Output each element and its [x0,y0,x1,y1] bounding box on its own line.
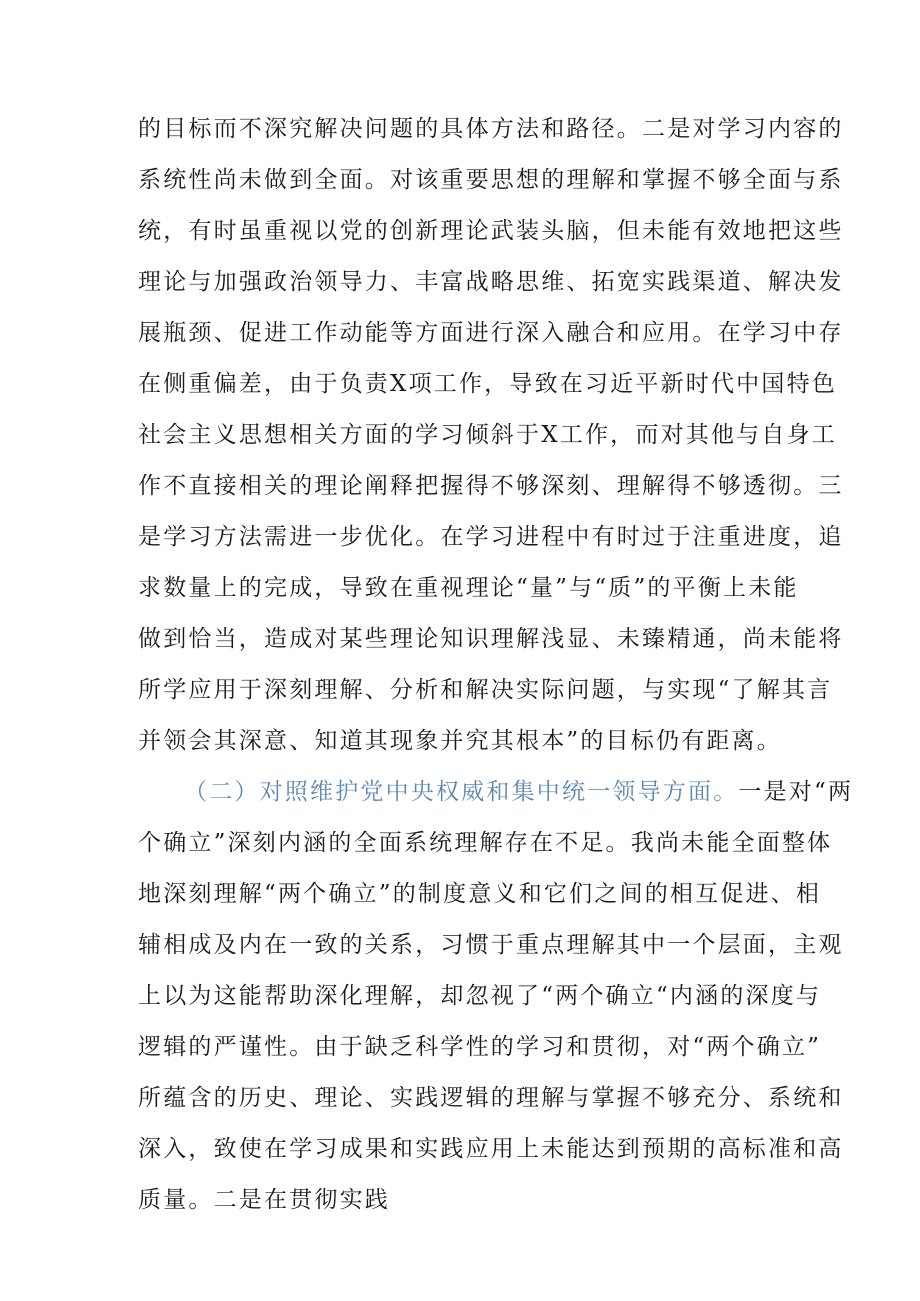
text-line: 展瓶颈、促进工作动能等方面进行深入融合和应用。在学习中存 [138,320,844,346]
text-line: 辅相成及内在一致的关系，习惯于重点理解其中一个层面，主观 [138,932,844,958]
text-line: 质量。二是在贯彻实践 [138,1187,390,1213]
text-line: 在侧重偏差，由于负责X项工作，导致在习近平新时代中国特色 [138,371,837,397]
text-line: 个确立”深刻内涵的全面系统理解存在不足。我尚未能全面整体 [138,830,833,856]
text-line: 上以为这能帮助深化理解，却忽视了“两个确立“内涵的深度与 [138,983,822,1009]
text-line: 逻辑的严谨性。由于缺乏科学性的学习和贯彻，对“两个确立” [138,1034,822,1060]
text-line: 作不直接相关的理论阐释把握得不够深刻、理解得不够透彻。三 [138,473,844,499]
text-line: 并领会其深意、知道其现象并究其根本”的目标仍有距离。 [138,728,782,754]
text-line: 做到恰当，造成对某些理论知识理解浅显、未臻精通，尚未能将 [138,626,844,652]
text-line: 是学习方法需进一步优化。在学习进程中有时过于注重进度，追 [138,524,844,550]
section-heading-line [138,767,854,818]
text-line: 社会主义思想相关方面的学习倾斜于X工作，而对其他与自身工 [138,422,837,448]
section-heading: （二）对照维护党中央权威和集中统一领导方面。 [184,779,739,805]
body-text [138,104,854,1226]
text-line: 所学应用于深刻理解、分析和解决实际问题，与实现“了解其言 [138,677,833,703]
text-line: 地深刻理解“两个确立”的制度意义和它们之间的相互促进、相 [138,881,822,907]
text-line: 统，有时虽重视以党的创新理论武装头脑，但未能有效地把这些 [138,218,844,244]
text-line: 深入，致使在学习成果和实践应用上未能达到预期的高标准和高 [138,1136,844,1162]
text-line: 理论与加强政治领导力、丰富战略思维、拓宽实践渠道、解决发 [138,269,844,295]
text-line: 求数量上的完成，导致在重视理论“量”与“质”的平衡上未能 [138,575,799,601]
text-line: 所蕴含的历史、理论、实践逻辑的理解与掌握不够充分、系统和 [138,1085,844,1111]
text-line: 系统性尚未做到全面。对该重要思想的理解和掌握不够全面与系 [138,167,844,193]
text-line: 的目标而不深究解决问题的具体方法和路径。二是对学习内容的 [138,116,844,142]
section-heading-tail: 一是对“两 [738,779,854,805]
